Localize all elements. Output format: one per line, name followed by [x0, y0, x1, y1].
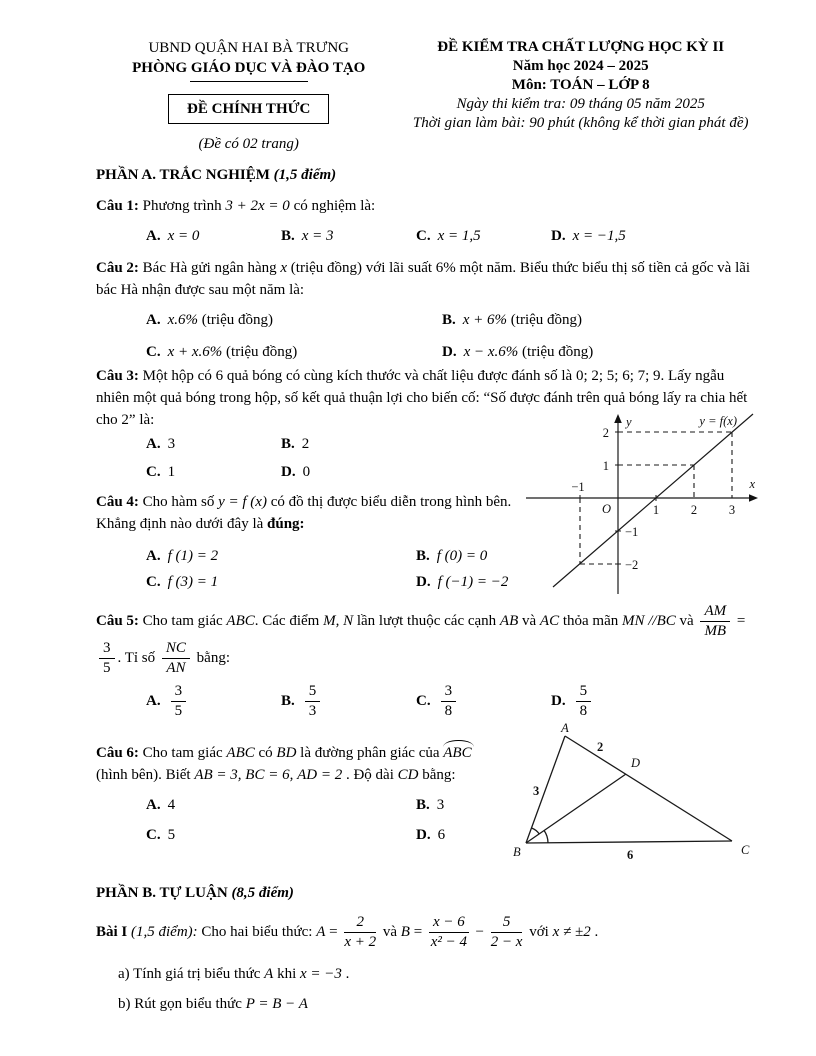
tick-x-3: 3 — [728, 503, 736, 517]
option-d: D. x = −1,5 — [551, 228, 626, 244]
part-a-points: (1,5 điểm) — [269, 167, 337, 183]
option-c: C. x = 1,5 — [416, 228, 481, 244]
tick-x-2: 2 — [690, 503, 698, 517]
problem-1-points: (1,5 điểm): — [131, 923, 198, 940]
line-y-equals-x-minus-1 — [553, 414, 753, 587]
issuer-underline — [190, 81, 308, 82]
duration-line: Thời gian làm bài: 90 phút (không kể thời gian phát đề) — [412, 115, 749, 131]
vertex-b-label: B — [513, 845, 521, 859]
problem-1-intro: Bài I (1,5 điểm): Cho hai biểu thức: A = $\frac{2}{x + 2}$ và B = $\frac{x - 6}{\text{x² − 4}}$ − $\frac{5}{2 - x}$ với x ≠ ±2 . — [96, 914, 599, 950]
pages-note: (Đề có 02 trang) — [198, 136, 299, 152]
y-axis-label: y — [626, 415, 632, 429]
tick-x-neg1: −1 — [571, 480, 585, 494]
part-a-heading: PHẦN A. TRẮC NGHIỆM (1,5 điểm) — [96, 167, 337, 183]
question-1-text: Câu 1: Phương trình 3 + 2x = 0 có nghiệm là: — [96, 198, 376, 214]
point-d-label: D — [631, 756, 641, 770]
option-c: C. x + x.6% (triệu đồng) — [146, 344, 298, 360]
option-d: D. x − x.6% (triệu đồng) — [442, 344, 594, 360]
option-d: D. 0 — [281, 464, 311, 480]
angle-arc-inner — [532, 828, 540, 834]
tick-x-1: 1 — [652, 503, 660, 517]
length-bc-label: 6 — [627, 848, 634, 862]
x-axis-label: x — [749, 477, 755, 491]
question-2 — [96, 257, 760, 363]
issuer-line2: PHÒNG GIÁO DỤC VÀ ĐÀO TẠO — [132, 60, 366, 76]
origin-label: O — [601, 502, 611, 516]
option-c: C. 1 — [146, 464, 176, 480]
option-b: B. 2 — [281, 436, 310, 452]
question-5-text: Câu 5: Cho tam giác ABC. Các điểm M, N lần lượt thuộc các cạnh AB và AC thỏa mãn MN //BC và $\frac{AM}{MB}$ = $\frac{3}{5}$ . Tỉ số $\frac{NC}{AN}$ bằng: — [96, 603, 746, 676]
question-2-text: Câu 2: Bác Hà gửi ngân hàng x (triệu đồng) với lãi suất 6% một năm. Biểu thức biểu thị số tiền cả gốc và lãi bác Hà nhận được sau một năm là: — [96, 260, 751, 298]
option-a: A. 4 — [146, 797, 176, 813]
option-d: D. f (−1) = −2 — [416, 574, 509, 590]
question-5 — [96, 603, 760, 720]
triangle-figure — [502, 722, 760, 864]
option-a: A. x = 0 — [146, 228, 200, 244]
question-6 — [96, 742, 496, 846]
official-exam-box: ĐỀ CHÍNH THỨC — [168, 94, 329, 124]
option-a: A. x.6% (triệu đồng) — [146, 312, 273, 328]
question-1 — [96, 195, 760, 247]
problem-1-item-a: a) Tính giá trị biểu thức A khi x = −3 . — [118, 966, 350, 982]
side-ac — [565, 736, 732, 841]
option-a: A. f (1) = 2 — [146, 548, 219, 564]
question-2-options — [96, 309, 760, 363]
tick-y-neg2: −2 — [625, 558, 639, 572]
function-graph-figure — [518, 410, 765, 600]
option-b: B. $\frac{5}{3}$ — [281, 683, 416, 720]
side-ab — [526, 736, 565, 843]
option-a: A. 3 — [146, 436, 176, 452]
length-ab-label: 3 — [533, 784, 540, 798]
exam-title: ĐỀ KIỂM TRA CHẤT LƯỢNG HỌC KỲ II — [437, 39, 725, 55]
option-b: B. x + 6% (triệu đồng) — [442, 312, 583, 328]
question-3-options — [96, 433, 476, 483]
graph-labels — [571, 414, 755, 572]
function-graph-svg — [518, 410, 765, 600]
option-d: D. $\frac{5}{8}$ — [551, 683, 686, 720]
curve-label: y = f(x) — [699, 414, 737, 428]
problem-1-item-b: b) Rút gọn biểu thức P = B − A — [118, 996, 308, 1012]
issuer-line1: UBND QUẬN HAI BÀ TRƯNG — [148, 40, 349, 56]
triangle-svg — [502, 722, 760, 864]
question-6-options — [96, 794, 496, 846]
option-c: C. 5 — [146, 827, 176, 843]
tick-y-neg1: −1 — [625, 525, 639, 539]
option-b: B. 3 — [416, 797, 445, 813]
side-bc — [526, 841, 732, 843]
subject-line: Môn: TOÁN – LỚP 8 — [511, 77, 650, 93]
question-1-options — [96, 225, 760, 247]
length-ad-label: 2 — [597, 740, 604, 754]
vertex-a-label: A — [561, 722, 569, 735]
option-a: A. $\frac{3}{5}$ — [146, 683, 281, 720]
part-b-heading: PHẦN B. TỰ LUẬN (8,5 điểm) — [96, 885, 294, 901]
tick-y-1: 1 — [602, 459, 609, 473]
school-year: Năm học 2024 – 2025 — [512, 58, 649, 74]
question-4-options — [96, 545, 516, 593]
tick-y-2: 2 — [602, 426, 609, 440]
option-b: B. f (0) = 0 — [416, 548, 488, 564]
question-4-text: Câu 4: Cho hàm số y = f (x) có đồ thị được biểu diễn trong hình bên. Khẳng định nào dưới đây là đúng: — [96, 494, 512, 532]
question-6-text: Câu 6: Cho tam giác ABC có BD là đường phân giác của ABC (hình bên). Biết AB = 3, BC = 6, AD = 2 . Độ dài CD bằng: — [96, 742, 496, 786]
option-d: D. 6 — [416, 827, 446, 843]
question-3-text: Câu 3: Một hộp có 6 quả bóng có cùng kích thước và chất liệu được đánh số là 0; 2; 5; 6; 7; 9. Lấy ngẫu nhiên một quả bóng trong hộp, số kết quả thuận lợi cho biến cố: “Số được đánh trên quả bóng lấy ra chia hết cho 2” là: — [96, 368, 748, 428]
option-c: C. $\frac{3}{8}$ — [416, 683, 551, 720]
question-4 — [96, 491, 516, 593]
option-c: C. f (3) = 1 — [146, 574, 219, 590]
issuer-block — [96, 38, 401, 154]
angle-arc-outer — [544, 831, 548, 843]
option-b: B. x = 3 — [281, 228, 334, 244]
exam-date: Ngày thi kiểm tra: 09 tháng 05 năm 2025 — [456, 96, 705, 112]
exam-header — [96, 38, 760, 154]
part-b-points: (8,5 điểm) — [227, 885, 294, 901]
exam-title-block — [401, 38, 760, 154]
problem-1 — [96, 914, 760, 1015]
vertex-c-label: C — [741, 843, 750, 857]
bisector-bd — [526, 774, 626, 843]
question-5-options — [96, 683, 760, 720]
